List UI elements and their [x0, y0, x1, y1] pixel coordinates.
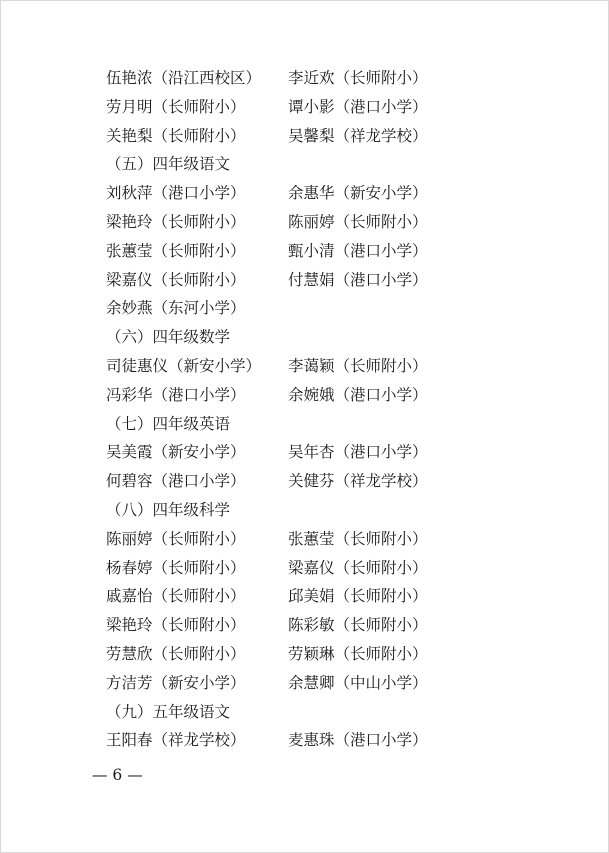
list-row	[106, 237, 546, 266]
name-entry: 梁嘉仪（长师附小）	[106, 270, 246, 289]
name-entry: 梁嘉仪（长师附小）	[288, 558, 428, 577]
name-entry: 刘秋萍（港口小学）	[106, 184, 246, 203]
name-entry: 劳慧欣（长师附小）	[106, 644, 246, 663]
name-entry: 陈丽婷（长师附小）	[106, 529, 246, 548]
section-heading: （七）四年级英语	[106, 414, 231, 433]
name-entry: 吴美霞（新安小学）	[106, 443, 246, 462]
section-heading-row	[106, 323, 546, 352]
name-entry: 李近欢（长师附小）	[288, 69, 428, 87]
name-entry: 麦惠珠（港口小学）	[288, 731, 428, 750]
name-entry: 戚嘉怡（长师附小）	[106, 587, 246, 606]
list-row	[106, 726, 546, 755]
list-row	[106, 64, 546, 93]
name-entry: 劳月明（长师附小）	[106, 97, 246, 116]
list-row	[106, 179, 546, 208]
name-entry: 谭小影（港口小学）	[288, 97, 428, 116]
list-row	[106, 611, 546, 640]
list-row	[106, 294, 546, 323]
section-heading-row	[106, 698, 546, 727]
name-entry: 梁艳玲（长师附小）	[106, 212, 246, 231]
name-list	[106, 64, 546, 755]
section-heading-row	[106, 150, 546, 179]
name-entry: 甄小清（港口小学）	[288, 241, 428, 260]
list-row	[106, 467, 546, 496]
name-entry: 方洁芳（新安小学）	[106, 673, 246, 692]
name-entry: 劳颖琳（长师附小）	[288, 644, 428, 663]
name-entry: 关健芬（祥龙学校）	[288, 472, 428, 491]
list-row	[106, 554, 546, 583]
list-row	[106, 208, 546, 237]
list-row	[106, 640, 546, 669]
page-number: — 6 —	[92, 766, 143, 784]
section-heading: （六）四年级数学	[106, 328, 231, 347]
name-entry: 余妙燕（东河小学）	[106, 299, 246, 318]
list-row	[106, 525, 546, 554]
name-entry: 杨春婷（长师附小）	[106, 558, 246, 577]
list-row	[106, 93, 546, 122]
name-entry: 李蔼颖（长师附小）	[288, 356, 428, 375]
list-row	[106, 438, 546, 467]
name-entry: 张蕙莹（长师附小）	[288, 529, 428, 548]
name-entry: 余慧卿（中山小学）	[288, 673, 428, 692]
list-row	[106, 582, 546, 611]
name-entry: 吴馨梨（祥龙学校）	[288, 126, 428, 145]
name-entry: 冯彩华（港口小学）	[106, 385, 246, 404]
name-entry: 何碧容（港口小学）	[106, 472, 246, 491]
name-entry: 梁艳玲（长师附小）	[106, 616, 246, 635]
name-entry: 吴年杏（港口小学）	[288, 443, 428, 462]
name-entry: 邱美娟（长师附小）	[288, 587, 428, 606]
name-entry: 王阳春（祥龙学校）	[106, 731, 246, 750]
section-heading: （五）四年级语文	[106, 155, 231, 174]
name-entry: 张蕙莹（长师附小）	[106, 241, 246, 260]
name-entry: 余婉娥（港口小学）	[288, 385, 428, 404]
list-row	[106, 381, 546, 410]
list-row	[106, 266, 546, 295]
section-heading-row	[106, 496, 546, 525]
name-entry: 伍艳浓（沿江西校区）	[106, 69, 262, 87]
list-row	[106, 352, 546, 381]
name-entry: 余惠华（新安小学）	[288, 184, 428, 203]
section-heading: （八）四年级科学	[106, 500, 231, 519]
list-row	[106, 122, 546, 151]
name-entry: 付慧娟（港口小学）	[288, 270, 428, 289]
list-row	[106, 669, 546, 698]
name-entry: 司徒惠仪（新安小学）	[106, 356, 262, 375]
name-entry: 陈丽婷（长师附小）	[288, 212, 428, 231]
name-entry: 关艳梨（长师附小）	[106, 126, 246, 145]
section-heading-row	[106, 410, 546, 439]
name-entry: 陈彩敏（长师附小）	[288, 616, 428, 635]
section-heading: （九）五年级语文	[106, 702, 231, 721]
